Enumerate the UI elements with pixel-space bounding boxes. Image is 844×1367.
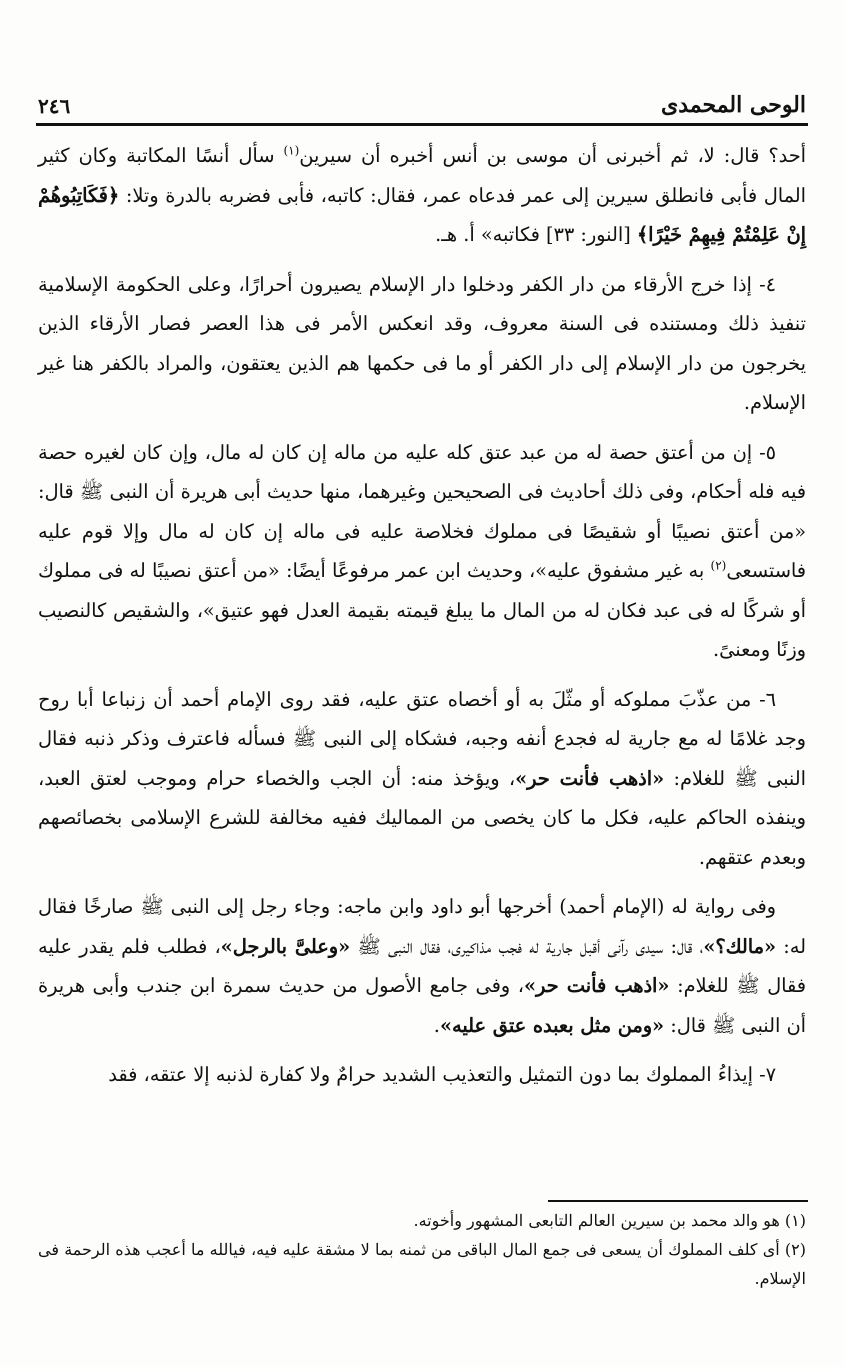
paragraph-5: وفى رواية له (الإمام أحمد) أخرجها أبو داود وابن ماجه: وجاء رجل إلى النبى ﷺ صارخًا فقال له: «مالك؟»، قال: سيدى رآنى أقبل جارية له فجب مذاكيرى، فقال النبى ﷺ «وعلىَّ بالرجل»، فطلب فلم يقدر عليه فقال ﷺ للغلام: «اذهب فأنت حر»، وفى جامع الأصول من حديث سمرة ابن جندب وأبى هريرة أن النبى ﷺ قال: «ومن مثل بعبده عتق عليه».: [38, 895, 806, 1037]
footnote-ref-1: (١): [283, 143, 300, 158]
footnote-ref-2: (٢): [710, 558, 727, 573]
hadith-quote: «ومن مثل بعبده عتق عليه»: [439, 1013, 665, 1037]
footnote-1: (١) هو والد محمد بن سيرين العالم التابعى المشهور وأخوته.: [413, 1211, 806, 1230]
hadith-quote: «وعلىَّ بالرجل»: [220, 934, 351, 958]
book-title: الوحى المحمدى: [661, 92, 806, 118]
running-header: [38, 78, 806, 118]
paragraph-6: ٧- إيذاءُ المملوك بما دون التمثيل والتعذيب الشديد حرامٌ ولا كفارة لذنبه إلا عتقه، فقد: [108, 1063, 776, 1086]
main-text: [38, 136, 806, 1105]
header-rule: [36, 123, 808, 126]
paragraph-3: ٥- إن من أعتق حصة له من عبد عتق كله عليه من ماله إن كان له مال، وإن كان لغيره حصة فيه فله أحكام، وفى ذلك أحاديث فى الصحيحين وغيرهما، منها حديث أبى هريرة أن النبى ﷺ قال: «من أعتق نصيبًا أو شقيصًا فى مملوك فخلاصة عليه فى ماله إن كان له مال وإلا قوم عليه فاستسعى$^{(٢)}$ به غير مشفوق عليه»، وحديث ابن عمر مرفوعًا أيضًا: «من أعتق نصيبًا له فى مملوك أو شركًا له فى عبد فكان له من المال ما يبلغ قيمته بقيمة العدل فهو عتيق»، والشقيص كالنصيب وزنًا ومعنىً.: [38, 440, 806, 661]
quran-verse: ﴿فَكَاتِبُوهُمْ إِنْ عَلِمْتُمْ فِيهِمْ خَيْرًا﴾: [38, 183, 806, 246]
hadith-quote: «اذهب فأنت حر»: [515, 766, 665, 790]
footnote-separator: [548, 1200, 808, 1202]
page-number: ٢٤٦: [38, 94, 71, 118]
paragraph-2: ٤- إذا خرج الأرقاء من دار الكفر ودخلوا دار الإسلام يصيرون أحرارًا، وعلى الحكومة الإسلامية تنفيذ ذلك ومستنده فى السنة معروف، وقد انعكس الأمر فى هذا العصر فصار الأرقاء الذين يخرجون من دار الإسلام إلى دار الكفر أو ما فى حكمها هم الذين يعتقون، والمراد بالكفر هنا غير الإسلام.: [38, 272, 806, 414]
footnote-2: (٢) أى كلف المملوك أن يسعى فى جمع المال الباقى من ثمنه بما لا مشقة عليه فيه، فيالله ما أعجب هذه الرحمة فى الإسلام.: [38, 1240, 806, 1288]
hadith-quote: «مالك؟»: [703, 934, 776, 958]
footnotes: [38, 1206, 806, 1293]
paragraph-4: ٦- من عذّبَ مملوكه أو مثّلَ به أو أخصاه عتق عليه، فقد روى الإمام أحمد أن زنباعا أبا روح وجد غلامًا له مع جارية له فجدع أنفه وجبه، فشكاه إلى النبى ﷺ فسأله فاعترف وذكر ذنبه فقال النبى ﷺ للغلام: «اذهب فأنت حر»، ويؤخذ منه: أن الجب والخصاء حرام وموجب لعتق العبد، وينفذه الحاكم عليه، فكل ما كان يخصى من المماليك ففيه مخالفة للشرع الإسلامى بخصائصهم وبعدم عتقهم.: [38, 687, 806, 869]
hadith-quote: «اذهب فأنت حر»: [523, 974, 670, 997]
paragraph-1: أحد؟ قال: لا، ثم أخبرنى أن موسى بن أنس أخبره أن سيرين$^{(١)}$ سأل أنسًا المكاتبة وكان كثير المال فأبى فانطلق سيرين إلى عمر فدعاه عمر، فقال: كاتبه، فأبى فضربه بالدرة وتلا: ﴿فَكَاتِبُوهُمْ إِنْ عَلِمْتُمْ فِيهِمْ خَيْرًا﴾ [النور: ٣٣] فكاتبه» أ. هـ.: [38, 143, 806, 246]
